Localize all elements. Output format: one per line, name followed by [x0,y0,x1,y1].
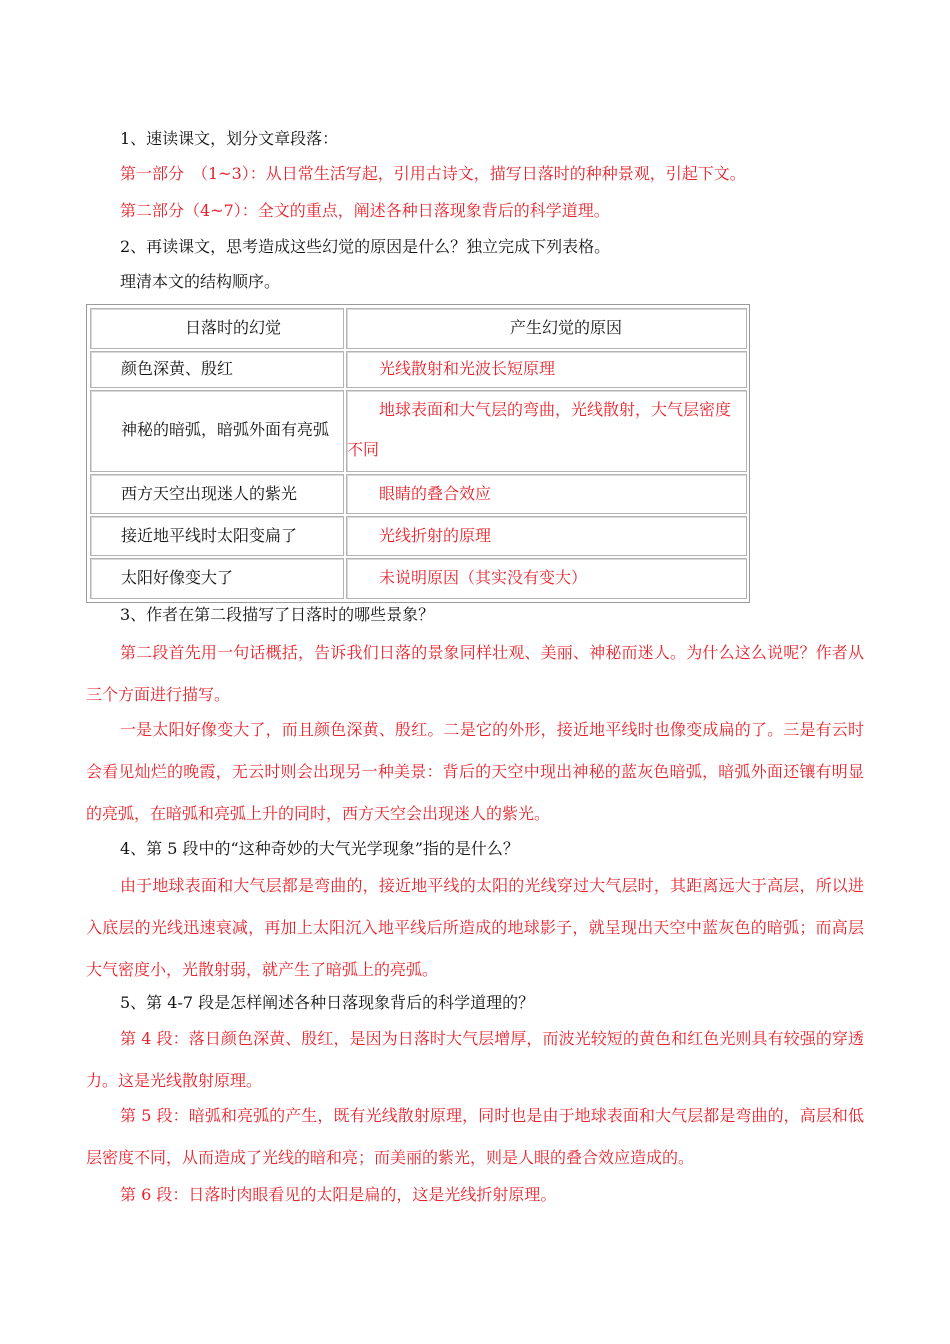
paragraph-6-explanation: 第 6 段：日落时肉眼看见的太阳是扁的，这是光线折射原理。 [120,1185,557,1204]
table-row [90,474,344,514]
table-row [90,390,344,472]
table-row [346,351,747,388]
illusion-reason-table [86,304,750,603]
illusion-cell: 太阳好像变大了 [121,568,234,587]
table-header-illusion: 日落时的幻觉 [185,318,282,337]
table-row [90,516,344,556]
question-4-title: 4、第 5 段中的“这种奇妙的大气光学现象”指的是什么？ [120,839,519,858]
illusion-cell: 西方天空出现迷人的紫光 [121,484,298,503]
question-3-title: 3、作者在第二段描写了日落时的哪些景象？ [120,605,435,624]
paragraph-4-explanation: 第 4 段：落日颜色深黄、殷红，是因为日落时大气层增厚，而波光较短的黄色和红色光则具有较强的穿透力。这是光线散射原理。 [86,1029,864,1090]
reason-cell-line-1: 地球表面和大气层的弯曲，光线散射，大气层密度 [379,400,732,419]
question-5-title: 5、第 4-7 段是怎样阐述各种日落现象背后的科学道理的？ [120,993,535,1012]
question-2-title: 2、再读课文，思考造成这些幻觉的原因是什么？独立完成下列表格。 [120,237,611,256]
question-2-subtitle: 理清本文的结构顺序。 [120,272,281,291]
table-row [90,558,344,599]
reason-cell: 眼睛的叠合效应 [379,484,492,503]
question-3-answer-1: 第二段首先用一句话概括，告诉我们日落的景象同样壮观、美丽、神秘而迷人。为什么这么说呢？作者从三个方面进行描写。 [86,643,864,704]
question-1-title: 1、速读课文，划分文章段落： [120,129,339,148]
table-row [346,558,747,599]
table-row [346,516,747,556]
table-header-cell [346,308,747,349]
table-row [346,390,747,472]
reason-cell-line-2: 不同 [347,440,380,459]
part-1-summary: 第一部分 （1~3）：从日常生活写起，引用古诗文，描写日落时的种种景观，引起下文。 [120,164,746,183]
reason-cell: 光线散射和光波长短原理 [379,359,556,378]
question-4-answer: 由于地球表面和大气层都是弯曲的，接近地平线的太阳的光线穿过大气层时，其距离远大于高层，所以进入底层的光线迅速衰减，再加上太阳沉入地平线后所造成的地球影子，就呈现出天空中蓝灰色的暗弧；而高层大气密度小，光散射弱，就产生了暗弧上的亮弧。 [86,876,864,979]
table-row [346,474,747,514]
table-row [90,351,344,388]
illusion-cell: 颜色深黄、殷红 [121,359,234,378]
illusion-cell: 接近地平线时太阳变扁了 [121,526,298,545]
paragraph-5-explanation: 第 5 段：暗弧和亮弧的产生，既有光线散射原理，同时也是由于地球表面和大气层都是弯曲的，高层和低层密度不同，从而造成了光线的暗和亮；而美丽的紫光，则是人眼的叠合效应造成的。 [86,1106,864,1167]
question-3-answer-2: 一是太阳好像变大了，而且颜色深黄、殷红。二是它的外形，接近地平线时也像变成扁的了。三是有云时会看见灿烂的晚霞，无云时则会出现另一种美景：背后的天空中现出神秘的蓝灰色暗弧，暗弧外面还镶有明显的亮弧，在暗弧和亮弧上升的同时，西方天空会出现迷人的紫光。 [86,720,864,823]
table-header-cell [90,308,344,349]
illusion-cell: 神秘的暗弧，暗弧外面有亮弧 [121,420,330,439]
part-2-summary: 第二部分（4~7）：全文的重点，阐述各种日落现象背后的科学道理。 [120,201,610,220]
table-header-reason: 产生幻觉的原因 [510,318,623,337]
reason-cell: 光线折射的原理 [379,526,492,545]
reason-cell: 未说明原因（其实没有变大） [379,568,588,587]
